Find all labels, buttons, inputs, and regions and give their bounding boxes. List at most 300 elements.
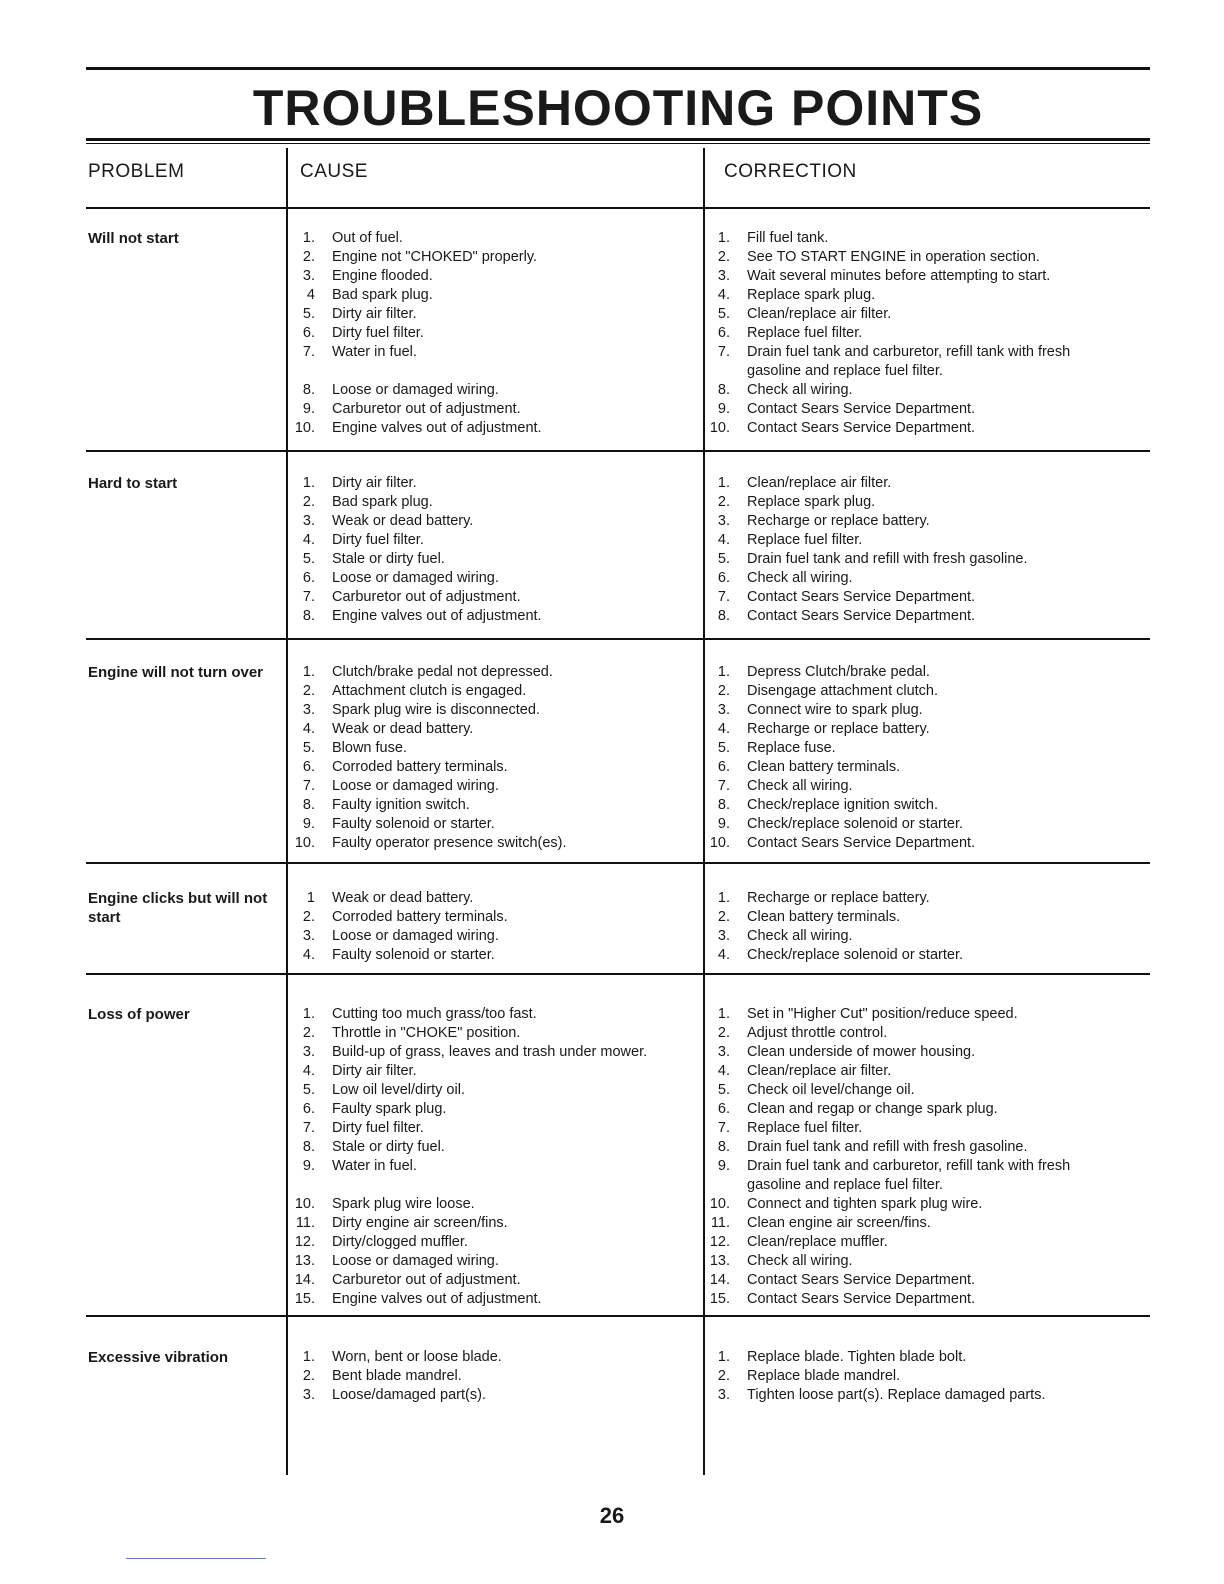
item-text: Replace blade mandrel.	[747, 1368, 901, 1384]
item-text: Loose/damaged part(s).	[332, 1387, 486, 1403]
item-text: Faulty spark plug.	[332, 1101, 447, 1117]
item-text: Replace blade. Tighten blade bolt.	[747, 1349, 967, 1365]
cause-item	[293, 777, 693, 796]
item-text: Corroded battery terminals.	[332, 909, 508, 925]
item-text: Dirty fuel filter.	[332, 1120, 424, 1136]
correction-item	[708, 569, 1138, 588]
section-rule	[86, 1315, 1150, 1317]
item-number: 1.	[717, 1349, 730, 1365]
item-number: 6.	[717, 759, 730, 775]
cause-list	[293, 1348, 693, 1405]
item-text: Dirty engine air screen/fins.	[332, 1215, 508, 1231]
correction-item	[708, 1119, 1138, 1138]
cause-item	[293, 834, 693, 853]
item-number: 12.	[709, 1234, 730, 1250]
cause-item	[293, 1348, 693, 1367]
cause-item	[293, 1043, 693, 1062]
problem-label: Engine will not turn over	[88, 664, 264, 681]
cause-item	[293, 343, 693, 362]
page-number: 26	[599, 1503, 625, 1528]
correction-item	[708, 305, 1138, 324]
item-number: 2.	[717, 683, 730, 699]
item-text: Weak or dead battery.	[332, 513, 474, 529]
cause-item	[293, 531, 693, 550]
correction-item	[708, 1386, 1138, 1405]
correction-item	[708, 343, 1138, 362]
item-text: Weak or dead battery.	[332, 890, 474, 906]
cause-item	[293, 381, 693, 400]
correction-item	[708, 1138, 1138, 1157]
item-number: 2.	[717, 1025, 730, 1041]
item-number: 11.	[710, 1215, 730, 1231]
cause-item	[293, 286, 693, 305]
item-number: 3.	[302, 1044, 315, 1060]
item-number: 15.	[709, 1291, 730, 1307]
item-number: 8.	[717, 382, 730, 398]
item-text: Check/replace ignition switch.	[747, 797, 939, 813]
item-text: Tighten loose part(s). Replace damaged parts.	[747, 1387, 1046, 1403]
cause-item	[293, 1005, 693, 1024]
item-text: Clean/replace air filter.	[747, 475, 892, 491]
cause-item	[293, 701, 693, 720]
cause-item	[293, 588, 693, 607]
correction-item	[708, 1157, 1138, 1176]
item-number: 2.	[717, 249, 730, 265]
correction-item	[708, 796, 1138, 815]
item-text: Fill fuel tank.	[747, 230, 829, 246]
item-number: 1.	[302, 1006, 315, 1022]
item-number: 8.	[302, 1139, 315, 1155]
item-text: Disengage attachment clutch.	[747, 683, 939, 699]
item-text: Cutting too much grass/too fast.	[332, 1006, 537, 1022]
cause-item	[293, 720, 693, 739]
item-text: gasoline and replace fuel filter.	[747, 1177, 943, 1193]
item-text: Clean battery terminals.	[747, 759, 901, 775]
item-text: Replace fuel filter.	[747, 1120, 863, 1136]
correction-item	[708, 815, 1138, 834]
item-text: Contact Sears Service Department.	[747, 401, 976, 417]
correction-item	[708, 607, 1138, 626]
item-number: 9.	[302, 816, 315, 832]
cause-item	[293, 248, 693, 267]
correction-item	[708, 1367, 1138, 1386]
item-text: Recharge or replace battery.	[747, 721, 930, 737]
item-text: Replace spark plug.	[747, 494, 876, 510]
correction-item	[708, 889, 1138, 908]
correction-item	[708, 1348, 1138, 1367]
correction-item	[708, 777, 1138, 796]
item-text: Corroded battery terminals.	[332, 759, 508, 775]
item-number: 3.	[302, 1387, 315, 1403]
title-bottom-rule	[86, 138, 1150, 141]
item-text: Worn, bent or loose blade.	[332, 1349, 502, 1365]
item-number: 3.	[717, 702, 730, 718]
item-number: 2.	[302, 1368, 315, 1384]
item-text: Dirty air filter.	[332, 475, 417, 491]
item-text: Clean/replace muffler.	[747, 1234, 888, 1250]
item-number: 10.	[709, 420, 730, 436]
cause-item	[293, 607, 693, 626]
item-text: Stale or dirty fuel.	[332, 551, 445, 567]
item-number: 3.	[717, 268, 730, 284]
cause-item	[293, 1176, 693, 1195]
cause-item	[293, 796, 693, 815]
item-text: Drain fuel tank and carburetor, refill tank with fresh	[747, 1158, 1071, 1174]
correction-item	[708, 248, 1138, 267]
item-text: Clean underside of mower housing.	[747, 1044, 976, 1060]
item-number: 8.	[717, 1139, 730, 1155]
cause-item	[293, 1195, 693, 1214]
item-number: 1.	[302, 664, 315, 680]
item-number: 3.	[302, 513, 315, 529]
cause-item	[293, 305, 693, 324]
item-number: 7.	[302, 1120, 315, 1136]
correction-item	[708, 720, 1138, 739]
item-number: 1.	[717, 890, 730, 906]
item-number: 13.	[709, 1253, 730, 1269]
cause-item	[293, 1290, 693, 1309]
item-text: Stale or dirty fuel.	[332, 1139, 445, 1155]
item-text: Replace spark plug.	[747, 287, 876, 303]
item-number: 9.	[717, 401, 730, 417]
item-number: 12.	[294, 1234, 315, 1250]
correction-item	[708, 381, 1138, 400]
item-text: Water in fuel.	[332, 1158, 417, 1174]
problem-label: Excessive vibration	[88, 1349, 229, 1366]
item-text: Check all wiring.	[747, 382, 853, 398]
correction-item	[708, 493, 1138, 512]
item-number: 5.	[302, 1082, 315, 1098]
item-text: Low oil level/dirty oil.	[332, 1082, 465, 1098]
item-text: Clean/replace air filter.	[747, 306, 892, 322]
item-text: Carburetor out of adjustment.	[332, 589, 521, 605]
item-number: 2.	[302, 494, 315, 510]
correction-item	[708, 1043, 1138, 1062]
item-number: 1.	[717, 475, 730, 491]
item-number: 2.	[717, 494, 730, 510]
item-number: 3.	[302, 268, 315, 284]
item-text: Attachment clutch is engaged.	[332, 683, 527, 699]
item-text: Bad spark plug.	[332, 494, 433, 510]
item-number: 9.	[302, 401, 315, 417]
item-number: 4.	[717, 532, 730, 548]
item-number: 10.	[709, 835, 730, 851]
item-text: Set in "Higher Cut" position/reduce speed.	[747, 1006, 1018, 1022]
correction-item	[708, 229, 1138, 248]
item-text: Drain fuel tank and carburetor, refill tank with fresh	[747, 344, 1071, 360]
item-number: 10.	[294, 835, 315, 851]
item-text: Check/replace solenoid or starter.	[747, 947, 963, 963]
correction-item	[708, 1214, 1138, 1233]
item-text: Build-up of grass, leaves and trash under mower.	[332, 1044, 648, 1060]
item-text: Connect and tighten spark plug wire.	[747, 1196, 983, 1212]
item-text: Check oil level/change oil.	[747, 1082, 915, 1098]
correction-item	[708, 267, 1138, 286]
item-number: 6.	[717, 325, 730, 341]
cause-item	[293, 1367, 693, 1386]
item-number: 5.	[717, 740, 730, 756]
item-text: Recharge or replace battery.	[747, 890, 930, 906]
cause-item	[293, 739, 693, 758]
correction-item	[708, 1271, 1138, 1290]
cause-item	[293, 1214, 693, 1233]
correction-list	[708, 474, 1138, 626]
item-text: Carburetor out of adjustment.	[332, 401, 521, 417]
item-number: 13.	[294, 1253, 315, 1269]
item-number: 6.	[302, 570, 315, 586]
item-text: Contact Sears Service Department.	[747, 608, 976, 624]
correction-list	[708, 1005, 1138, 1309]
correction-item	[708, 908, 1138, 927]
item-number: 7.	[717, 1120, 730, 1136]
item-text: Replace fuel filter.	[747, 325, 863, 341]
column-header-correction: CORRECTION	[724, 161, 857, 182]
item-number: 5.	[302, 551, 315, 567]
top-rule	[86, 67, 1150, 70]
item-number: 8.	[302, 797, 315, 813]
column-header-problem: PROBLEM	[88, 161, 185, 182]
item-text: Replace fuel filter.	[747, 532, 863, 548]
item-number: 10.	[294, 1196, 315, 1212]
cause-item	[293, 1062, 693, 1081]
cause-item	[293, 1024, 693, 1043]
item-number: 2.	[302, 1025, 315, 1041]
item-number: 7.	[302, 778, 315, 794]
cause-item	[293, 1157, 693, 1176]
cause-item	[293, 550, 693, 569]
item-number: 5.	[302, 740, 315, 756]
correction-item	[708, 1062, 1138, 1081]
cause-item	[293, 1233, 693, 1252]
item-number: 7.	[717, 344, 730, 360]
item-text: Throttle in "CHOKE" position.	[332, 1025, 521, 1041]
item-text: Adjust throttle control.	[747, 1025, 888, 1041]
cause-list	[293, 663, 693, 853]
item-number: 1.	[717, 230, 730, 246]
correction-item	[708, 1176, 1138, 1195]
correction-item	[708, 419, 1138, 438]
correction-item	[708, 362, 1138, 381]
item-text: Drain fuel tank and refill with fresh gasoline.	[747, 551, 1028, 567]
item-text: Out of fuel.	[332, 230, 403, 246]
item-text: Contact Sears Service Department.	[747, 420, 976, 436]
item-number: 5.	[302, 306, 315, 322]
item-number: 3.	[717, 513, 730, 529]
item-number: 3.	[717, 1044, 730, 1060]
item-number: 5.	[717, 551, 730, 567]
item-number: 8.	[302, 382, 315, 398]
cause-list	[293, 229, 693, 438]
cause-item	[293, 267, 693, 286]
cause-item	[293, 758, 693, 777]
item-text: Contact Sears Service Department.	[747, 1272, 976, 1288]
correction-item	[708, 474, 1138, 493]
item-text: Contact Sears Service Department.	[747, 835, 976, 851]
cause-item	[293, 324, 693, 343]
item-number: 7.	[302, 589, 315, 605]
correction-item	[708, 324, 1138, 343]
cause-item	[293, 682, 693, 701]
column-header-cause: CAUSE	[300, 161, 368, 182]
item-text: Check all wiring.	[747, 778, 853, 794]
item-number: 2.	[302, 909, 315, 925]
item-number: 6.	[302, 1101, 315, 1117]
cause-item	[293, 946, 693, 965]
correction-item	[708, 531, 1138, 550]
item-number: 8.	[717, 797, 730, 813]
item-number: 4.	[302, 532, 315, 548]
item-text: Engine valves out of adjustment.	[332, 1291, 542, 1307]
item-number: 4.	[717, 721, 730, 737]
correction-item	[708, 1290, 1138, 1309]
correction-item	[708, 1024, 1138, 1043]
item-number: 10.	[294, 420, 315, 436]
item-number: 4.	[302, 947, 315, 963]
correction-item	[708, 550, 1138, 569]
section-rule	[86, 862, 1150, 864]
correction-item	[708, 701, 1138, 720]
correction-item	[708, 946, 1138, 965]
cause-list	[293, 1005, 693, 1309]
item-text: Check all wiring.	[747, 1253, 853, 1269]
item-number: 6.	[302, 325, 315, 341]
item-number: 6.	[717, 570, 730, 586]
correction-item	[708, 834, 1138, 853]
cause-item	[293, 1271, 693, 1290]
item-text: Clean/replace air filter.	[747, 1063, 892, 1079]
item-text: Faulty solenoid or starter.	[332, 947, 495, 963]
item-text: Loose or damaged wiring.	[332, 778, 499, 794]
divider-cause-correction	[703, 148, 705, 1475]
section-rule	[86, 450, 1150, 452]
section-rule	[86, 207, 1150, 209]
item-number: 6.	[302, 759, 315, 775]
correction-list	[708, 889, 1138, 965]
correction-list	[708, 229, 1138, 438]
item-text: Dirty fuel filter.	[332, 532, 424, 548]
item-text: Connect wire to spark plug.	[747, 702, 923, 718]
section-rule	[86, 638, 1150, 640]
item-number: 14.	[294, 1272, 315, 1288]
page-title: TROUBLESHOOTING POINTS	[252, 80, 984, 136]
correction-item	[708, 1100, 1138, 1119]
title-bottom-rule-thin	[86, 143, 1150, 144]
correction-item	[708, 739, 1138, 758]
item-number: 1.	[717, 664, 730, 680]
item-number: 2.	[302, 249, 315, 265]
item-text: Faulty operator presence switch(es).	[332, 835, 567, 851]
problem-label: Loss of power	[88, 1006, 190, 1023]
item-number: 4.	[717, 947, 730, 963]
cause-item	[293, 400, 693, 419]
item-text: Dirty air filter.	[332, 306, 417, 322]
correction-item	[708, 1252, 1138, 1271]
item-number: 8.	[717, 608, 730, 624]
cause-item	[293, 815, 693, 834]
item-number: 1.	[717, 1006, 730, 1022]
item-number: 3.	[717, 1387, 730, 1403]
item-number: 3.	[302, 702, 315, 718]
item-text: Check all wiring.	[747, 928, 853, 944]
item-text: Drain fuel tank and refill with fresh gasoline.	[747, 1139, 1028, 1155]
cause-item	[293, 229, 693, 248]
item-text: gasoline and replace fuel filter.	[747, 363, 943, 379]
item-text: Loose or damaged wiring.	[332, 1253, 499, 1269]
item-text: Weak or dead battery.	[332, 721, 474, 737]
item-number: 14.	[709, 1272, 730, 1288]
item-number: 7.	[302, 344, 315, 360]
item-number: 1.	[302, 1349, 315, 1365]
item-text: Spark plug wire is disconnected.	[332, 702, 540, 718]
item-text: Engine valves out of adjustment.	[332, 608, 542, 624]
item-text: Water in fuel.	[332, 344, 417, 360]
cause-list	[293, 474, 693, 626]
item-text: Blown fuse.	[332, 740, 407, 756]
item-text: Replace fuse.	[747, 740, 836, 756]
item-text: Depress Clutch/brake pedal.	[747, 664, 930, 680]
item-number: 3.	[717, 928, 730, 944]
footer-line	[126, 1558, 266, 1559]
cause-item	[293, 1138, 693, 1157]
correction-item	[708, 512, 1138, 531]
item-number: 8.	[302, 608, 315, 624]
cause-item	[293, 927, 693, 946]
cause-item	[293, 1100, 693, 1119]
item-text: Faulty solenoid or starter.	[332, 816, 495, 832]
correction-item	[708, 286, 1138, 305]
cause-item	[293, 1081, 693, 1100]
cause-item	[293, 889, 693, 908]
item-text: Recharge or replace battery.	[747, 513, 930, 529]
item-number: 3.	[302, 928, 315, 944]
correction-item	[708, 663, 1138, 682]
item-text: Bent blade mandrel.	[332, 1368, 462, 1384]
item-number: 10.	[709, 1196, 730, 1212]
correction-item	[708, 1081, 1138, 1100]
cause-item	[293, 663, 693, 682]
item-text: Faulty ignition switch.	[332, 797, 470, 813]
item-number: 4.	[302, 1063, 315, 1079]
cause-item	[293, 512, 693, 531]
item-number: 1	[306, 890, 315, 906]
item-text: Carburetor out of adjustment.	[332, 1272, 521, 1288]
cause-item	[293, 1119, 693, 1138]
item-text: Bad spark plug.	[332, 287, 433, 303]
cause-item	[293, 1386, 693, 1405]
correction-list	[708, 1348, 1138, 1405]
item-text: See TO START ENGINE in operation section.	[747, 249, 1040, 265]
correction-item	[708, 1005, 1138, 1024]
item-text: Engine valves out of adjustment.	[332, 420, 542, 436]
item-text: Engine not "CHOKED" properly.	[332, 249, 538, 265]
item-number: 15.	[294, 1291, 315, 1307]
item-text: Wait several minutes before attempting to start.	[747, 268, 1051, 284]
item-number: 4	[306, 287, 315, 303]
correction-list	[708, 663, 1138, 853]
item-number: 1.	[302, 230, 315, 246]
item-text: Loose or damaged wiring.	[332, 570, 499, 586]
item-number: 2.	[717, 1368, 730, 1384]
item-text: Check all wiring.	[747, 570, 853, 586]
item-number: 7.	[717, 589, 730, 605]
cause-item	[293, 908, 693, 927]
item-number: 11.	[295, 1215, 315, 1231]
item-text: Contact Sears Service Department.	[747, 589, 976, 605]
item-text: Clean and regap or change spark plug.	[747, 1101, 998, 1117]
problem-label: Engine clicks but will not start	[88, 890, 268, 926]
item-text: Dirty fuel filter.	[332, 325, 424, 341]
item-text: Clean battery terminals.	[747, 909, 901, 925]
